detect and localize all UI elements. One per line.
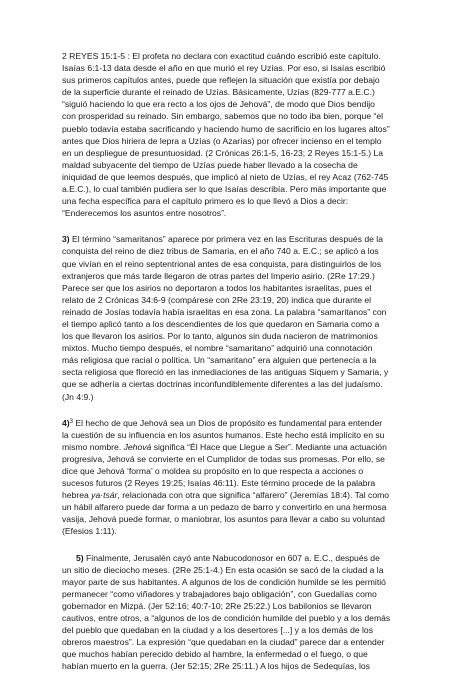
paragraph-body: El término “samaritanos” aparece por primera vez en las Escrituras después de la conquista del reino de diez tribus de Samaria, en el año 740 a. E.C.; se aplicó a los que vivían en el reino septentrional antes de esa conquista, para distinguirlos de los extranjeros que más tarde llegaron de otras partes del Imperio asirio. (2Re 17:29.) Parece ser que los asirios no deportaron a todos los habitantes israelitas, pues el relato de 2 Crónicas 34:6-9 (compárese con 2Re 23:19, 20) indica que durante el reinado de Josías todavía había israelitas en esa zona. La palabra “samaritanos” con el tiempo aplicó tanto a los descendientes de los que quedaron en Samaria como a los que llevaron los asirios. Por lo tanto, algunos sin duda nacieron de matrimonios mixtos. Mucho tiempo después, el nombre “samaritano” adquirió una connotación más religiosa que racial o política. Un “samaritano” era alguien que pertenecía a la secta religiosa que floreció en las inmediaciones de las antiguas Siquem y Samaria, y que se adhería a ciertas doctrinas inconfundiblemente diferentes a las del judaísmo. (Jn 4:9.) [62,234,389,402]
paragraph-emphasis-jehova: Jehová [123,441,152,452]
footnote-marker: 3 [69,418,73,425]
paragraph-samaritanos [62,233,391,402]
paragraph-number: 5) [76,552,84,563]
paragraph-emphasis-yatsar: ya·tsár [91,490,118,501]
paragraph-number: 3) [62,234,70,245]
paragraph-2-reyes: 2 REYES 15:1-5 : El profeta no declara con exactitud cuándo escribió este capítulo. Isaías 6:1-13 data desde el año en que murió el rey Uzías. Por eso, si Isaías escribió sus primeros capítulos antes, puede que reflejen la situación que existía por debajo de la superficie durante el reinado de Uzías. Básicamente, Uzías (829-777 a.E.C.) “siguió haciendo lo que era recto a los ojos de Jehová”, de modo que Dios bendijo con prosperidad su reinado. Sin embargo, sabemos que no todo iba bien, porque “el pueblo todavía estaba sacrificando y haciendo humo de sacrificio en los lugares altos” antes que Dios hiriera de lepra a Uzías (o Azarías) por ofrecer incienso en el templo en un despliegue de presuntuosidad. (2 Crónicas 26:1-5, 16-23; 2 Reyes 15:1-5.) La maldad subyacente del tiempo de Uzías puede haber llevado a la cosecha de iniquidad de que leemos después, que implicó al nieto de Uzías, el rey Acaz (762-745 a.E.C.), lo cual también pudiera ser lo que Isaías describía. Pero más importante que una fecha específica para el capítulo primero es lo que llevó a Dios a decir: “Enderecemos los asuntos entre nosotros”. [62,51,390,219]
paragraph-jehova-proposito [62,417,391,538]
paragraph-number: 4) [62,417,70,428]
paragraph-body-part-a: El hecho de que Jehová sea un Dios de propósito es fundamental para entender la cuestión de su influencia en los asuntos humanos. Este hecho está implícito en su mismo nombre. [62,417,385,452]
paragraph-body: Finalmente, Jerusalén cayó ante Nabucodonosor en 607 a. E.C., después de un sitio de dieciocho meses. (2Re 25:1-4.) En esta ocasión se sacó de la ciudad a la mayor parte de sus habitantes. A algunos de los de condición humilde se les permitió permanecer “como viñadores y trabajadores bajo obligación”, con Guedalías como gobernador en Mizpá. (Jer 52:16; 40:7-10; 2Re 25:22.) Los babilonios se llevaron cautivos, entre otros, a “algunos de los de condición humilde del pueblo y a los demás del pueblo que quedaban en la ciudad y a los desertores [...] y a los demás de los obreros maestros”. La expresión “que quedaban en la ciudad” parece dar a entender que muchos habían perecido debido al hambre, la enfermedad o el fuego, o que habían muerto en la guerra. (Jer 52:15; 2Re 25:11.) A los hijos de Sedequías, los [62,552,391,672]
paragraph-body-part-c: , relacionada con otra que significa “alfarero” (Jeremías 18:4). Tal como un hábil alfarero puede dar forma a un pedazo de barro y convertirlo en una hermosa vasija, Jehová puede formar, o maniobrar, los asuntos para llevar a cabo su voluntad (Efesios 1:11). [62,490,390,537]
paragraph-body-part-b: significa “Él Hace que Llegue a Ser”. Mediante una actuación progresiva, Jehová se convierte en el Cumplidor de todas sus promesas. Por ello, se dice que Jehová ‘forma’ o moldea su propósito en lo que respecta a acciones o sucesos futuros (2 Reyes 19:25; Isaías 46:11). Este término procede de la palabra hebrea [62,441,387,501]
paragraph-jerusalen [62,552,391,673]
